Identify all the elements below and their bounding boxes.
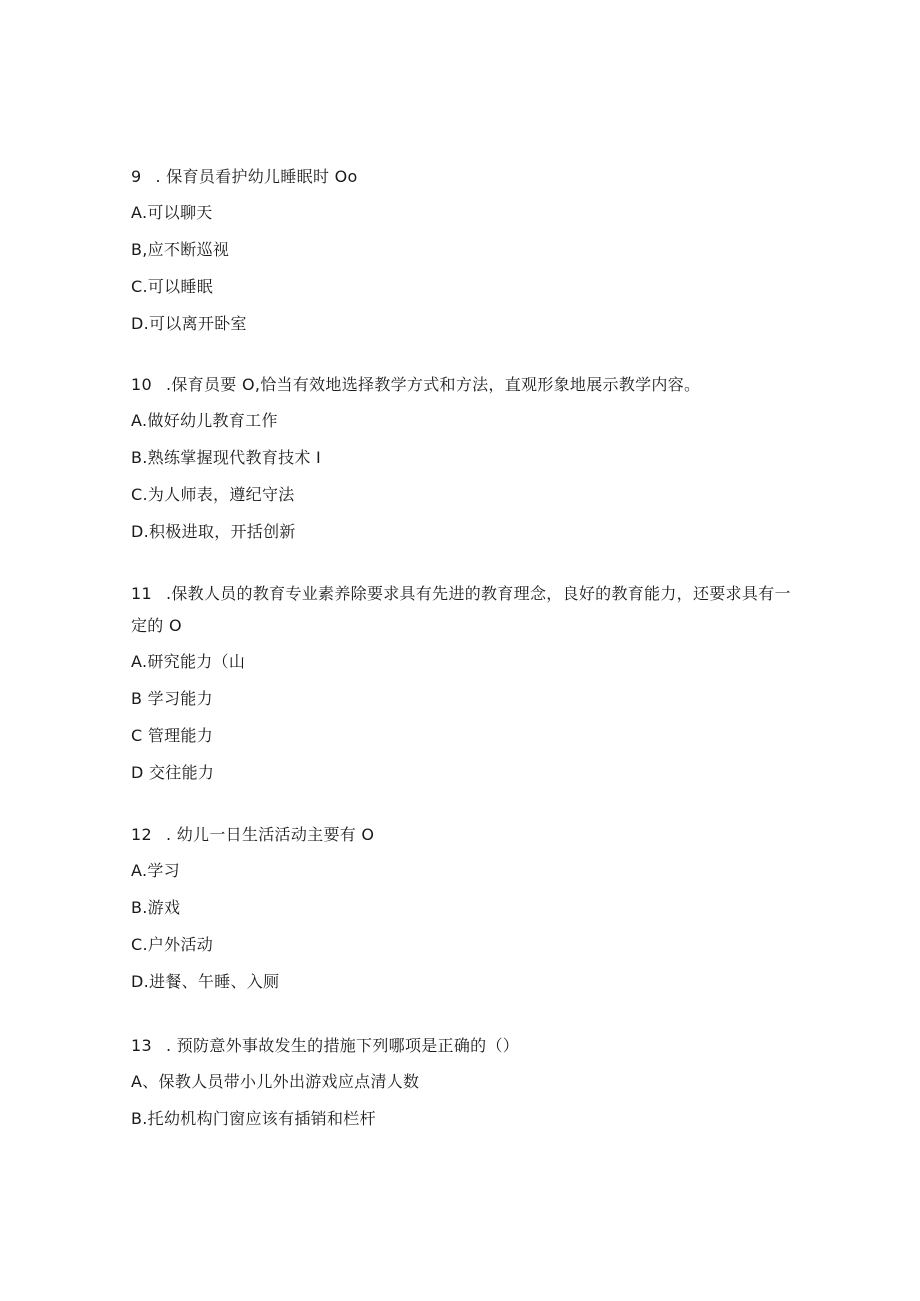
option-d: D.进餐、午睡、入厕 xyxy=(131,972,280,991)
option-d: D 交往能力 xyxy=(131,763,215,782)
question-title xyxy=(131,578,791,642)
option-b: B,应不断巡视 xyxy=(131,240,230,259)
question-number: 13 xyxy=(131,1036,152,1055)
option-c: C 管理能力 xyxy=(131,726,214,745)
option-a: A.可以聊天 xyxy=(131,203,213,222)
question-number: 11 xyxy=(131,584,152,603)
option-d: D.积极进取，开括创新 xyxy=(131,522,296,541)
option-c: C.为人师表，遵纪守法 xyxy=(131,485,295,504)
option-a: A.研究能力（山 xyxy=(131,652,246,671)
option-b: B.游戏 xyxy=(131,898,181,917)
question-title xyxy=(131,369,791,401)
option-b: B.托幼机构门窗应该有插销和栏杆 xyxy=(131,1109,376,1128)
question-text: . 幼儿一日生活活动主要有 O xyxy=(165,825,375,844)
option-c: C.可以睡眠 xyxy=(131,277,214,296)
question-number: 12 xyxy=(131,825,152,844)
option-d: D.可以离开卧室 xyxy=(131,314,247,333)
question-number: 10 xyxy=(131,375,152,394)
question-12 xyxy=(131,819,791,992)
question-number: 9 xyxy=(131,167,142,186)
option-b: B.熟练掌握现代教育技术 I xyxy=(131,448,322,467)
question-9 xyxy=(131,161,791,334)
option-c: C.户外活动 xyxy=(131,935,214,954)
question-11 xyxy=(131,578,791,783)
option-a: A.做好幼儿教育工作 xyxy=(131,411,278,430)
question-text: .保教人员的教育专业素养除要求具有先进的教育理念，良好的教育能力，还要求具有一定的 O xyxy=(131,584,791,635)
option-b: B 学习能力 xyxy=(131,689,213,708)
option-a: A、保教人员带小儿外出游戏应点清人数 xyxy=(131,1072,420,1091)
question-text: . 保育员看护幼儿睡眠时 Oo xyxy=(155,167,358,186)
question-10 xyxy=(131,369,791,542)
question-13 xyxy=(131,1030,791,1129)
question-title xyxy=(131,161,791,193)
question-title xyxy=(131,1030,791,1062)
question-title xyxy=(131,819,791,851)
option-a: A.学习 xyxy=(131,861,180,880)
question-text: .保育员要 O,恰当有效地选择教学方式和方法，直观形象地展示教学内容。 xyxy=(165,375,701,394)
question-text: . 预防意外事故发生的措施下列哪项是正确的（） xyxy=(165,1036,520,1055)
